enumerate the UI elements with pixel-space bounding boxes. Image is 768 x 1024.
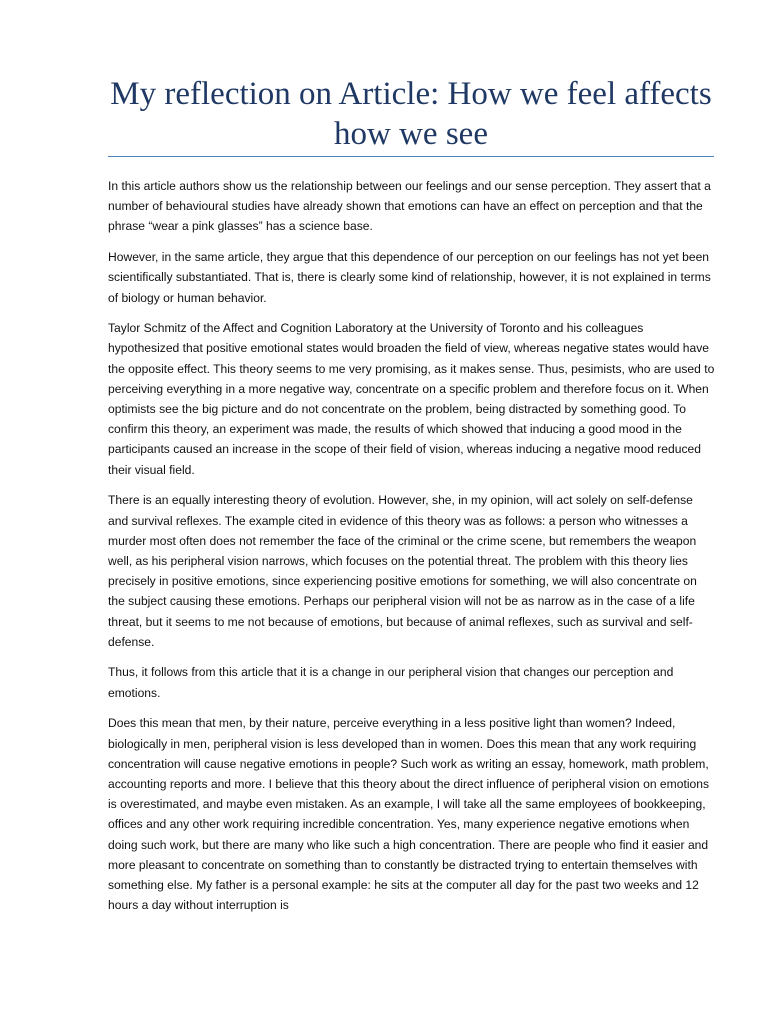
paragraph-5: Thus, it follows from this article that it is a change in our peripheral vision that changes our perception and emotions. xyxy=(108,665,674,700)
document-body xyxy=(108,176,716,926)
paragraph-6: Does this mean that men, by their nature, perceive everything in a less positive light than women? Indeed, biologically in men, peripheral vision is less developed than in women. Does this mean that any work requiring concentration will cause negative emotions in people? Such work as writing an essay, homework, math problem, accounting reports and more. I believe that this theory about the direct influence of peripheral vision on emotions is overestimated, and maybe even mistaken. As an example, I will take all the same employees of bookkeeping, offices and any other work requiring incredible concentration. Yes, many experience negative emotions when doing such work, but there are many who like such a high concentration. There are people who find it easier and more pleasant to concentrate on something than to constantly be distracted trying to entertain themselves with something else. My father is a personal example: he sits at the computer all day for the past two weeks and 12 hours a day without interruption is xyxy=(108,716,710,913)
title-divider xyxy=(108,156,714,157)
paragraph-4: There is an equally interesting theory of evolution. However, she, in my opinion, will act solely on self-defense and survival reflexes. The example cited in evidence of this theory was as follows: a person who witnesses a murder most often does not remember the face of the criminal or the crime scene, but remembers the weapon well, as his peripheral vision narrows, which focuses on the potential threat. The problem with this theory lies precisely in positive emotions, since experiencing positive emotions for something, we will also concentrate on the subject causing these emotions. Perhaps our peripheral vision will not be as narrow as in the case of a life threat, but it seems to me not because of emotions, but because of animal reflexes, such as survival and self-defense. xyxy=(108,493,697,649)
paragraph-3: Taylor Schmitz of the Affect and Cognition Laboratory at the University of Toronto and his colleagues hypothesized that positive emotional states would broaden the field of view, whereas negative states would have the opposite effect. This theory seems to me very promising, as it makes sense. Thus, pesimists, who are used to perceiving everything in a more negative way, concentrate on a specific problem and therefore focus on it. When optimists see the big picture and do not concentrate on the problem, being distracted by something good. To confirm this theory, an experiment was made, the results of which showed that inducing a good mood in the participants caused an increase in the scope of their field of vision, whereas inducing a negative mood reduced their visual field. xyxy=(108,321,715,477)
page-title: My reflection on Article: How we feel affects how we see xyxy=(110,76,712,152)
paragraph-2: However, in the same article, they argue that this dependence of our perception on our feelings has not yet been scientifically substantiated. That is, there is clearly some kind of relationship, however, it is not explained in terms of biology or human behavior. xyxy=(108,250,711,305)
paragraph-1: In this article authors show us the relationship between our feelings and our sense perception. They assert that a number of behavioural studies have already shown that emotions can have an effect on perception and that the phrase “wear a pink glasses” has a science base. xyxy=(108,179,711,234)
